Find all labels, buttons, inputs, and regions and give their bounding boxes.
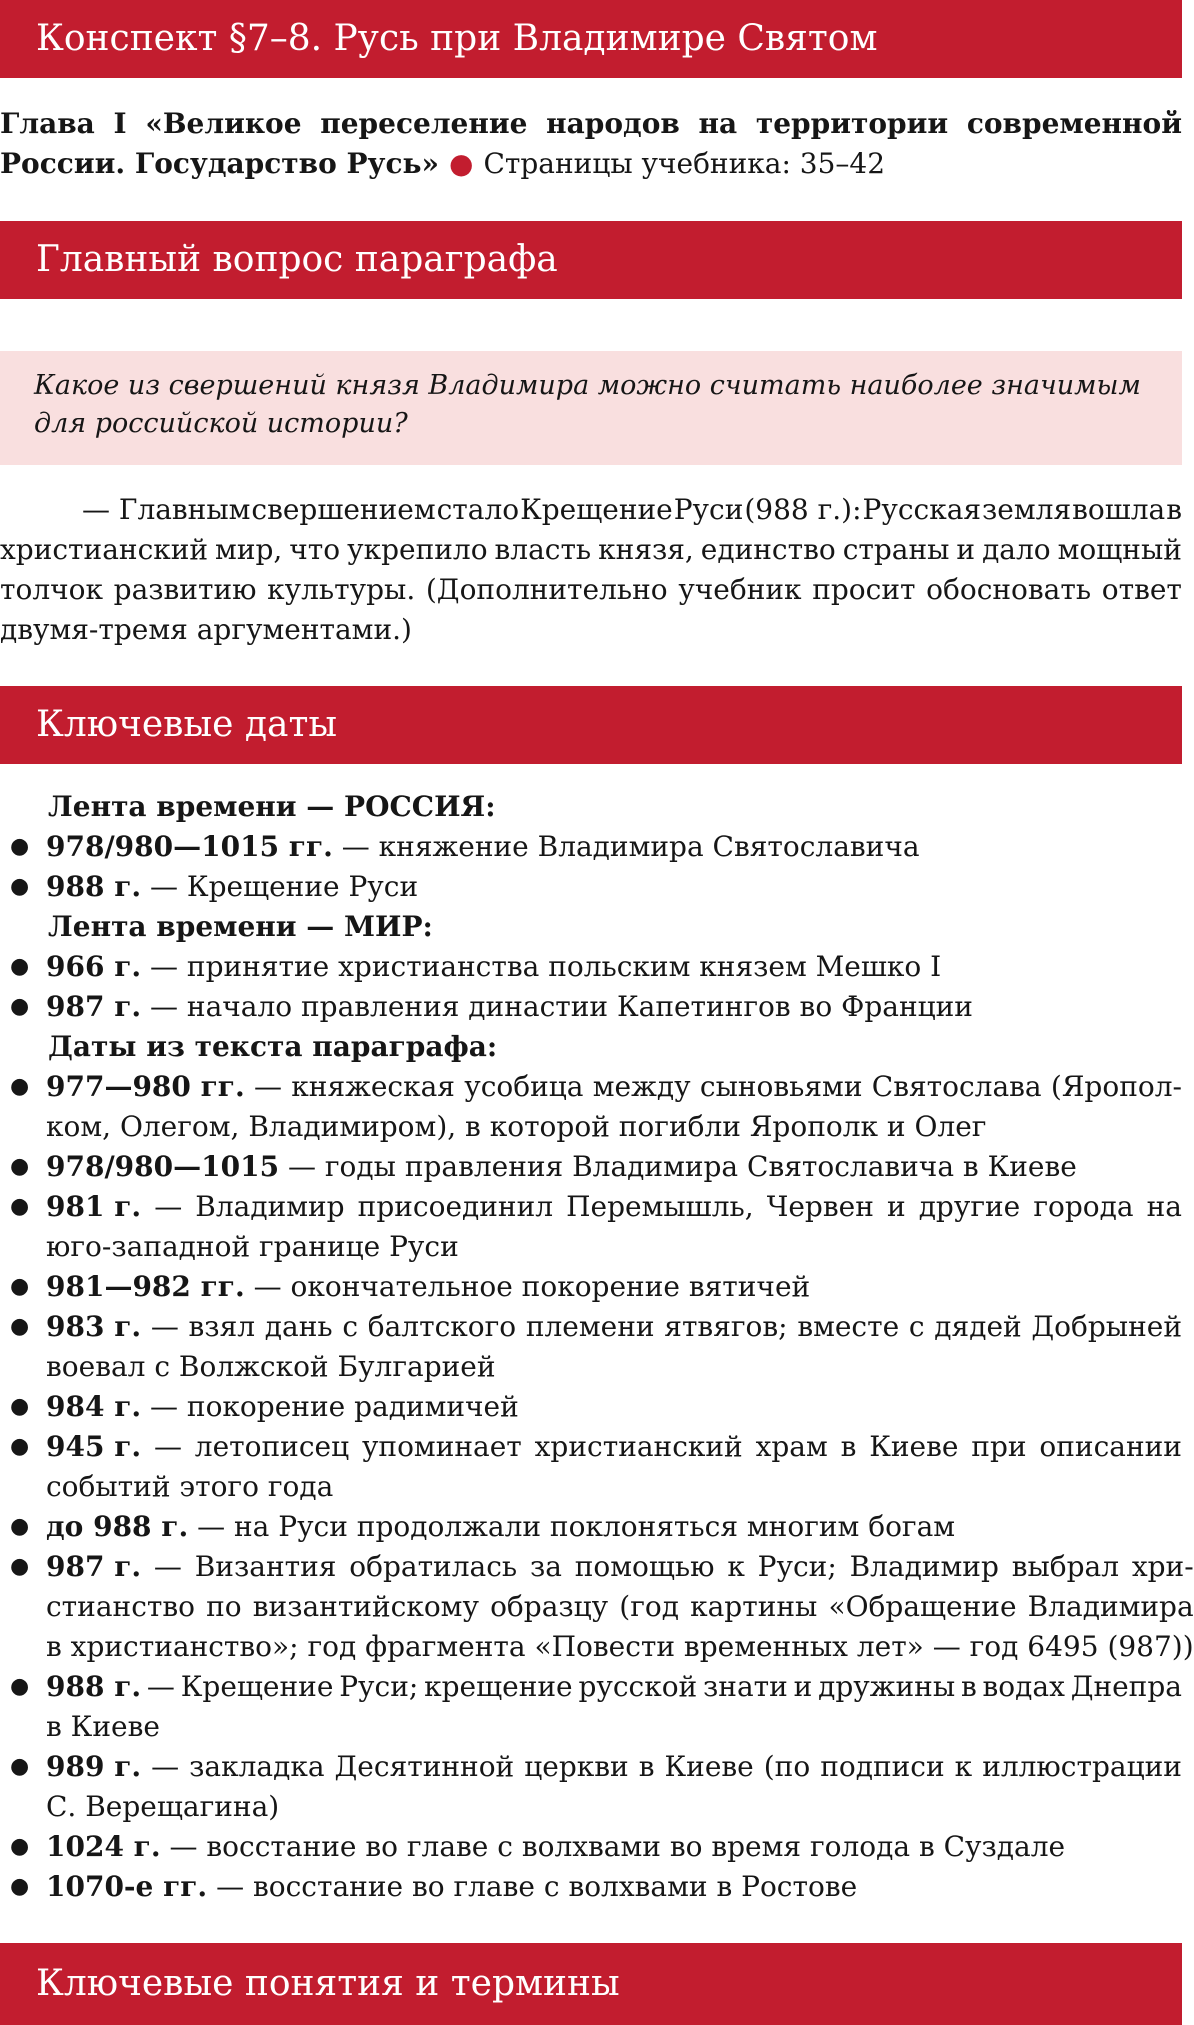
date-word: Киеве	[664, 1750, 754, 1783]
section-header-key-terms: Ключевые понятия и термины	[0, 1943, 1182, 2025]
date-word: знати	[703, 1670, 788, 1703]
bullet-icon: ●	[10, 1314, 30, 1339]
bullet-icon: ●	[10, 1394, 30, 1419]
date-word: к	[727, 1550, 745, 1583]
date-value: 978/980—1015	[46, 1150, 280, 1183]
question-line: для российской истории?	[34, 408, 408, 439]
date-value: 983 г.	[46, 1310, 142, 1343]
date-line	[46, 1267, 1182, 1307]
date-word: византийскому	[252, 1590, 479, 1623]
date-item	[0, 987, 1182, 1027]
date-word: Руси;	[757, 1550, 837, 1583]
bullet-icon: ●	[10, 1274, 30, 1299]
answer-word: — Главным	[82, 493, 251, 526]
chapter-title: России. Государство Русь»	[0, 147, 440, 180]
date-description: — княжение Владимира Святославича	[332, 830, 920, 863]
date-line	[46, 1427, 1182, 1467]
date-word: описании	[1039, 1430, 1182, 1463]
chapter-title-word: народов	[546, 107, 680, 140]
date-line	[46, 1387, 1182, 1427]
date-description: — восстание во главе с волхвами во время голода в Суздале	[160, 1830, 1066, 1863]
date-word: упоминает	[361, 1430, 522, 1463]
date-item-text	[46, 1547, 1194, 1667]
date-word: в	[960, 1670, 977, 1703]
date-word: Руси;	[339, 1670, 419, 1703]
date-item	[0, 867, 1182, 907]
date-word: к	[954, 1750, 973, 1783]
date-word: взял	[188, 1310, 256, 1343]
date-word: хри-	[1131, 1550, 1194, 1583]
chapter-title-line-2	[0, 144, 1182, 184]
answer-word: культуры.	[267, 573, 416, 606]
answer-word: вошла	[1072, 493, 1166, 526]
date-word: летописец	[194, 1430, 350, 1463]
date-word: в	[840, 1430, 857, 1463]
date-word: —	[153, 1550, 182, 1583]
date-word: дядей	[934, 1310, 1022, 1343]
answer-line	[0, 490, 1182, 530]
date-line	[46, 1547, 1194, 1587]
answer-word: мир,	[215, 533, 283, 566]
date-word: по	[206, 1590, 242, 1623]
date-item	[0, 1147, 1182, 1187]
date-line: С. Верещагина)	[46, 1790, 280, 1823]
date-word: присоединил	[357, 1190, 554, 1223]
date-description: — годы правления Владимира Святославича в Киеве	[279, 1150, 1077, 1183]
date-line	[46, 987, 1182, 1027]
date-line	[46, 1827, 1182, 1867]
date-word: Киеве	[869, 1430, 959, 1463]
date-line	[46, 827, 1182, 867]
date-line: ком, Олегом, Владимиром), в которой погибли Ярополк и Олег	[46, 1110, 987, 1143]
date-word: водах	[982, 1670, 1065, 1703]
date-word: обратилась	[349, 1550, 518, 1583]
answer-word: просит	[812, 573, 916, 606]
answer-word: Руси	[673, 493, 744, 526]
bullet-icon: ●	[10, 1434, 30, 1459]
date-word: —	[254, 1070, 282, 1103]
answer-word: ответ	[1101, 573, 1182, 606]
date-word: дань	[264, 1310, 333, 1343]
chapter-title-word: переселение	[320, 107, 528, 140]
date-word: вместе	[797, 1310, 900, 1343]
date-line	[46, 1067, 1182, 1107]
date-value: 966 г.	[46, 950, 142, 983]
date-word: русской	[578, 1670, 698, 1703]
date-item-text	[46, 1307, 1182, 1387]
date-line: в Киеве	[46, 1710, 160, 1743]
date-word: Перемышль,	[566, 1190, 754, 1223]
section-header-main-question: Главный вопрос параграфа	[0, 221, 1182, 299]
date-word: сыновьями	[699, 1070, 863, 1103]
date-value: 981 г.	[46, 1190, 142, 1223]
bullet-icon: ●	[10, 1074, 30, 1099]
date-item	[0, 1067, 1182, 1147]
date-item	[0, 1747, 1182, 1827]
date-word: с	[908, 1310, 925, 1343]
date-word: образцу	[490, 1590, 609, 1623]
chapter-title-word: «Великое	[145, 107, 302, 140]
answer-word: страны	[842, 533, 950, 566]
date-word: Владимира	[1027, 1590, 1194, 1623]
date-word: Червен	[766, 1190, 874, 1223]
date-value: 1024 г.	[46, 1830, 161, 1863]
date-item-text	[46, 1867, 1182, 1907]
date-word: с	[342, 1310, 359, 1343]
answer-word: что	[289, 533, 341, 566]
answer-word: единство	[700, 533, 836, 566]
answer-word: свершением	[251, 493, 436, 526]
answer-word: учебник	[678, 573, 802, 606]
date-word: дружины	[818, 1670, 956, 1703]
date-value: 978/980—1015 гг.	[46, 830, 333, 863]
date-line: событий этого года	[46, 1470, 334, 1503]
date-value: 977—980 гг.	[46, 1070, 245, 1103]
date-item-text	[46, 1827, 1182, 1867]
answer-word: христианский	[0, 533, 209, 566]
date-line: в христианство»; год фрагмента «Повести временных лет» — год 6495 (987))	[46, 1630, 1194, 1663]
answer-word: укрепило	[347, 533, 488, 566]
answer-line: двумя-тремя аргументами.)	[0, 613, 412, 646]
date-word: «Обращение	[828, 1590, 1017, 1623]
date-word: Владимир	[195, 1190, 345, 1223]
chapter-title-word: современной	[966, 107, 1182, 140]
date-word: стианство	[46, 1590, 195, 1623]
date-item	[0, 1867, 1182, 1907]
date-line	[46, 1867, 1182, 1907]
bullet-icon: ●	[10, 1154, 30, 1179]
date-item-text	[46, 1427, 1182, 1507]
bullet-icon: ●	[10, 1194, 30, 1219]
bullet-icon: ●	[10, 874, 30, 899]
date-word: (год	[619, 1590, 679, 1623]
date-description: — покорение радимичей	[141, 1390, 519, 1423]
date-word: —	[146, 1670, 175, 1703]
bullet-icon: ●	[10, 1874, 30, 1899]
page-title: Конспект §7–8. Русь при Владимире Святом	[0, 0, 1182, 78]
date-word: (по	[763, 1750, 811, 1783]
date-description: — окончательное покорение вятичей	[244, 1270, 811, 1303]
date-word: за	[529, 1550, 562, 1583]
date-word: ятвягов;	[664, 1310, 788, 1343]
date-item-text	[46, 1507, 1182, 1547]
date-line	[46, 1147, 1182, 1187]
date-word: крещение	[424, 1670, 573, 1703]
answer-word: Крещение	[520, 493, 673, 526]
date-word: Владимир	[849, 1550, 999, 1583]
date-line	[46, 947, 1182, 987]
bullet-icon: ●	[10, 954, 30, 979]
date-line	[46, 1587, 1194, 1627]
date-item-text	[46, 1067, 1182, 1147]
date-item-text	[46, 1187, 1182, 1267]
answer-word: стало	[436, 493, 520, 526]
date-line	[46, 1187, 1182, 1227]
date-item-text	[46, 947, 1182, 987]
date-item-text	[46, 1387, 1182, 1427]
answer-word: земля	[982, 493, 1072, 526]
date-word: храм	[755, 1430, 828, 1463]
question-line: Какое из свершений князя Владимира можно считать наиболее значимым	[34, 370, 1141, 401]
date-value: до 988 г.	[46, 1510, 189, 1543]
date-item	[0, 1547, 1194, 1667]
timeline-heading: Лента времени — МИР:	[48, 910, 433, 943]
date-word: (Яропол-	[1050, 1070, 1182, 1103]
date-item	[0, 947, 1182, 987]
date-word: Византия	[194, 1550, 337, 1583]
chapter-title-word: I	[113, 107, 127, 140]
timeline-heading: Даты из текста параграфа:	[48, 1030, 498, 1063]
date-description: — Крещение Руси	[141, 870, 419, 903]
date-line	[46, 1667, 1182, 1707]
date-value: 987 г.	[46, 990, 142, 1023]
key-dates-list	[0, 787, 1194, 1907]
date-word: на	[1146, 1190, 1182, 1223]
chapter-title-word: на	[698, 107, 738, 140]
date-description: — принятие христианства польским князем Мешко I	[141, 950, 942, 983]
chapter-title-line	[0, 104, 1182, 144]
answer-word: дало	[982, 533, 1051, 566]
date-word: в	[638, 1750, 655, 1783]
date-item-text	[46, 1267, 1182, 1307]
date-word: и	[886, 1190, 906, 1223]
answer-word: князя,	[598, 533, 694, 566]
bullet-icon: ●	[10, 1754, 30, 1779]
date-word: княжеская	[291, 1070, 455, 1103]
answer-word: мощный	[1057, 533, 1182, 566]
timeline-heading: Лента времени — РОССИЯ:	[48, 790, 496, 823]
date-item-text	[46, 1667, 1182, 1747]
chapter-title-word: Глава	[0, 107, 95, 140]
bullet-icon: ●	[10, 1514, 30, 1539]
date-value: 987 г.	[46, 1550, 142, 1583]
date-item-text	[46, 867, 1182, 907]
date-item	[0, 1387, 1182, 1427]
date-word: христианский	[534, 1430, 743, 1463]
date-word: подписи	[820, 1750, 945, 1783]
date-word: помощью	[574, 1550, 715, 1583]
bullet-icon: ●	[10, 1834, 30, 1859]
main-question-box	[0, 351, 1182, 465]
date-description: — восстание во главе с волхвами в Ростове	[207, 1870, 858, 1903]
date-word: Десятинной	[334, 1750, 515, 1783]
answer-line	[0, 570, 1182, 610]
date-word: и	[793, 1670, 813, 1703]
date-item	[0, 1507, 1182, 1547]
date-word: церкви	[524, 1750, 629, 1783]
answer-text	[0, 490, 1182, 650]
date-value: 984 г.	[46, 1390, 142, 1423]
chapter-info	[0, 104, 1182, 184]
date-description: — начало правления династии Капетингов во Франции	[141, 990, 973, 1023]
date-word: племени	[525, 1310, 655, 1343]
date-word: Днепра	[1070, 1670, 1182, 1703]
date-word: другие	[918, 1190, 1021, 1223]
date-line	[46, 1747, 1182, 1787]
date-word: —	[154, 1190, 183, 1223]
date-word: Добрыней	[1031, 1310, 1182, 1343]
date-item	[0, 827, 1182, 867]
date-word: иллюстрации	[982, 1750, 1182, 1783]
date-description: — на Руси продолжали поклоняться многим богам	[188, 1510, 956, 1543]
date-word: Святослава	[871, 1070, 1042, 1103]
answer-word: обосновать	[926, 573, 1092, 606]
date-word: выбрал	[1011, 1550, 1120, 1583]
date-item	[0, 1187, 1182, 1267]
date-value: 988 г.	[46, 1670, 142, 1703]
date-item-text	[46, 987, 1182, 1027]
bullet-icon: ●	[10, 834, 30, 859]
date-value: 945 г.	[46, 1430, 142, 1463]
date-line	[46, 1507, 1182, 1547]
date-word: между	[592, 1070, 691, 1103]
date-word: картины	[690, 1590, 818, 1623]
date-word: усобица	[464, 1070, 584, 1103]
answer-word: (Дополнительно	[425, 573, 668, 606]
bullet-icon: ●	[10, 994, 30, 1019]
answer-word: развитию	[113, 573, 257, 606]
bullet-icon: ●	[10, 1554, 30, 1579]
textbook-pages: Страницы учебника: 35–42	[483, 147, 886, 180]
date-word: закладка	[189, 1750, 325, 1783]
date-item	[0, 1667, 1182, 1747]
date-value: 1070-е гг.	[46, 1870, 208, 1903]
date-item	[0, 1307, 1182, 1387]
date-word: Крещение	[180, 1670, 334, 1703]
answer-word: Русская	[862, 493, 982, 526]
date-value: 981—982 гг.	[46, 1270, 245, 1303]
date-item-text	[46, 1147, 1182, 1187]
date-value: 988 г.	[46, 870, 142, 903]
bullet-icon: ●	[10, 1674, 30, 1699]
answer-word: в	[1166, 493, 1182, 526]
date-word: города	[1033, 1190, 1134, 1223]
date-word: балтского	[367, 1310, 517, 1343]
answer-word: власть	[494, 533, 592, 566]
section-header-key-dates: Ключевые даты	[0, 686, 1182, 764]
date-line	[46, 1307, 1182, 1347]
date-item-text	[46, 1747, 1182, 1827]
answer-word: и	[956, 533, 976, 566]
answer-word: толчок	[0, 573, 104, 606]
date-word: при	[971, 1430, 1027, 1463]
date-word: —	[150, 1310, 179, 1343]
date-item	[0, 1267, 1182, 1307]
date-word: —	[151, 1750, 180, 1783]
date-item-text	[46, 827, 1182, 867]
answer-line	[0, 530, 1182, 570]
date-item	[0, 1427, 1182, 1507]
date-line	[46, 867, 1182, 907]
chapter-title-word: территории	[755, 107, 949, 140]
date-line: воевал с Волжской Булгарией	[46, 1350, 496, 1383]
date-item	[0, 1827, 1182, 1867]
bullet-dot-icon: ●	[449, 147, 474, 180]
date-line: юго-западной границе Руси	[46, 1230, 459, 1263]
answer-word: (988 г.):	[744, 493, 862, 526]
date-word: —	[153, 1430, 182, 1463]
date-value: 989 г.	[46, 1750, 142, 1783]
